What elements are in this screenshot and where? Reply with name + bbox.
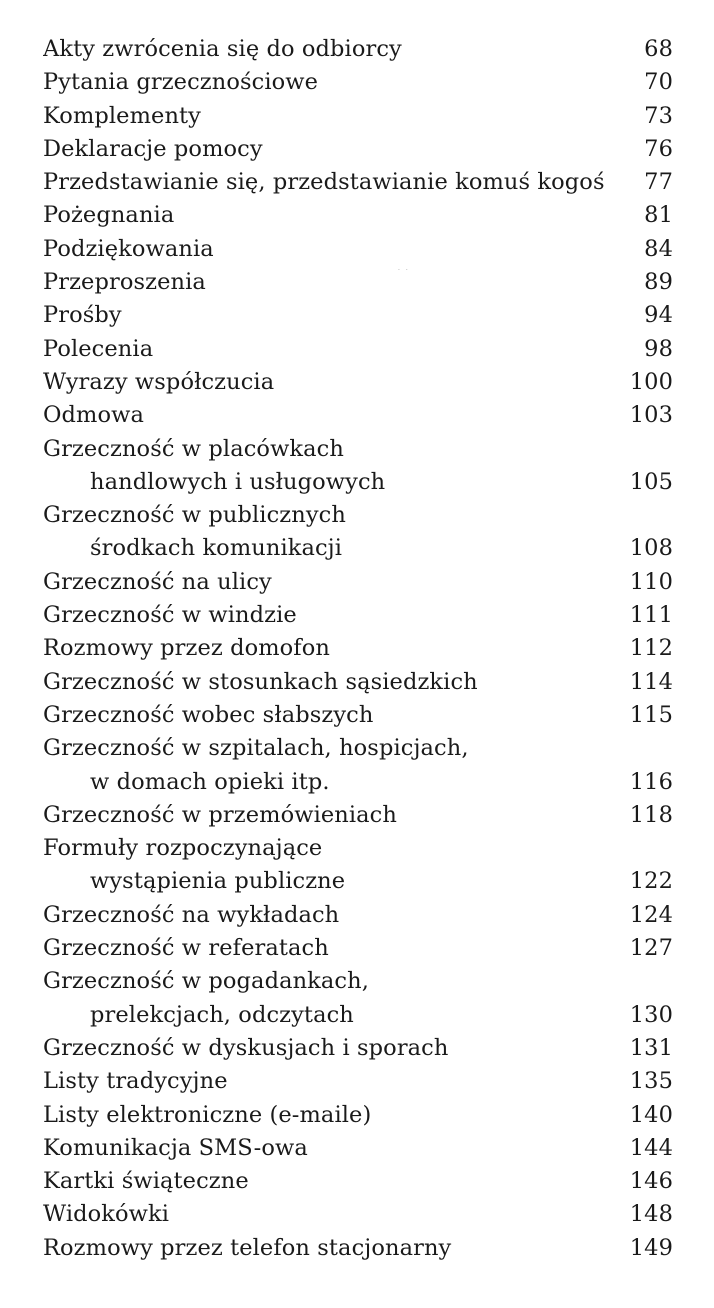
table-of-contents: [43, 33, 673, 1265]
toc-entry-page-number: 148: [629, 1201, 673, 1228]
toc-entry-title: Grzeczność w windzie: [43, 602, 297, 629]
toc-entry-page-number: 131: [629, 1034, 673, 1061]
toc-entry-page-number: 146: [629, 1168, 673, 1195]
toc-entry-page-number: 98: [644, 335, 673, 362]
toc-entry-line: [43, 399, 673, 432]
toc-entry-line: [43, 566, 673, 599]
toc-entry-line: [43, 100, 673, 133]
toc-entry-page-number: 84: [644, 235, 673, 262]
toc-entry-page-number: 111: [629, 602, 673, 629]
toc-entry-title: Deklaracje pomocy: [43, 135, 263, 162]
toc-entry-line-continued: [43, 532, 673, 565]
toc-entry-title: Podziękowania: [43, 235, 214, 262]
toc-entry-title: Grzeczność w publicznych: [43, 502, 346, 529]
toc-entry-title: Polecenia: [43, 335, 154, 362]
toc-entry-title: Rozmowy przez telefon stacjonarny: [43, 1234, 452, 1261]
toc-entry-line: [43, 33, 673, 66]
toc-entry-line: [43, 1132, 673, 1165]
toc-entry-title: Rozmowy przez domofon: [43, 635, 330, 662]
toc-entry: [43, 299, 673, 332]
toc-entry-line: [43, 599, 673, 632]
toc-entry-page-number: 70: [644, 69, 673, 96]
toc-entry-title: Pożegnania: [43, 202, 175, 229]
toc-entry-line: [43, 366, 673, 399]
toc-entry-title: w domach opieki itp.: [90, 768, 330, 795]
toc-entry-page-number: 122: [629, 868, 673, 895]
toc-entry: [43, 66, 673, 99]
toc-entry-page-number: 103: [629, 402, 673, 429]
toc-entry-title: Pytania grzecznościowe: [43, 69, 319, 96]
toc-entry-page-number: 112: [629, 635, 673, 662]
toc-entry-line: [43, 266, 673, 299]
toc-entry-title: Odmowa: [43, 402, 145, 429]
toc-entry-line: [43, 799, 673, 832]
toc-entry-page-number: 115: [629, 701, 673, 728]
toc-entry-title: Grzeczność wobec słabszych: [43, 701, 374, 728]
toc-entry: [43, 965, 673, 1032]
toc-entry-page-number: 144: [629, 1134, 673, 1161]
toc-entry-title: wystąpienia publiczne: [90, 868, 346, 895]
toc-entry: [43, 433, 673, 500]
toc-entry-line: [43, 1232, 673, 1265]
toc-entry-page-number: 116: [629, 768, 673, 795]
toc-entry-title: Grzeczność w dyskusjach i sporach: [43, 1034, 449, 1061]
toc-entry-title: Wyrazy współczucia: [43, 368, 275, 395]
toc-entry-line: [43, 499, 673, 532]
toc-entry-line: [43, 666, 673, 699]
toc-entry: [43, 732, 673, 799]
toc-entry-line: [43, 1198, 673, 1231]
toc-entry-title: Listy tradycyjne: [43, 1068, 228, 1095]
toc-entry-title: Akty zwrócenia się do odbiorcy: [43, 36, 402, 62]
toc-entry-line: [43, 1099, 673, 1132]
toc-entry-title: Prośby: [43, 302, 122, 329]
toc-entry-line: [43, 932, 673, 965]
toc-entry-title: Przeproszenia: [43, 269, 206, 296]
toc-entry-page-number: 105: [629, 468, 673, 495]
toc-entry: [43, 266, 673, 299]
toc-entry-line: [43, 133, 673, 166]
toc-entry-title: Listy elektroniczne (e-maile): [43, 1101, 372, 1128]
toc-entry-line: [43, 632, 673, 665]
toc-entry: [43, 699, 673, 732]
toc-entry: [43, 100, 673, 133]
toc-entry-title: Formuły rozpoczynające: [43, 835, 323, 862]
toc-entry-line-continued: [43, 766, 673, 799]
scan-speck: · ·: [398, 267, 410, 274]
toc-entry-page-number: 149: [629, 1234, 673, 1261]
toc-entry: [43, 1232, 673, 1265]
toc-entry-page-number: 94: [644, 302, 673, 329]
toc-entry-page-number: 118: [629, 801, 673, 828]
toc-entry-page-number: 89: [644, 269, 673, 296]
toc-entry-line-continued: [43, 865, 673, 898]
toc-entry: [43, 199, 673, 232]
toc-entry-line: [43, 166, 673, 199]
toc-entry-title: Grzeczność w placówkach: [43, 435, 344, 462]
toc-entry: [43, 566, 673, 599]
toc-entry-page-number: 114: [629, 668, 673, 695]
toc-entry: [43, 399, 673, 432]
toc-entry-line: [43, 66, 673, 99]
toc-entry-title: Grzeczność na wykładach: [43, 901, 340, 928]
toc-entry-page-number: 140: [629, 1101, 673, 1128]
toc-entry-line: [43, 1165, 673, 1198]
toc-entry-line: [43, 333, 673, 366]
toc-entry-line-continued: [43, 999, 673, 1032]
toc-entry-title: Kartki świąteczne: [43, 1168, 249, 1195]
toc-entry-line: [43, 832, 673, 865]
toc-entry-line-continued: [43, 466, 673, 499]
toc-entry: [43, 333, 673, 366]
toc-entry: [43, 632, 673, 665]
toc-entry: [43, 233, 673, 266]
toc-entry-line: [43, 433, 673, 466]
toc-entry: [43, 799, 673, 832]
toc-entry: [43, 899, 673, 932]
toc-entry: [43, 1065, 673, 1098]
toc-entry: [43, 1132, 673, 1165]
toc-entry: [43, 133, 673, 166]
toc-entry-page-number: 110: [629, 568, 673, 595]
toc-entry-line: [43, 699, 673, 732]
toc-entry-title: Komplementy: [43, 102, 201, 129]
toc-entry: [43, 599, 673, 632]
toc-entry-page-number: 135: [629, 1068, 673, 1095]
toc-entry: [43, 1099, 673, 1132]
toc-entry-line: [43, 965, 673, 998]
toc-entry-page-number: 76: [644, 135, 673, 162]
toc-entry-title: prelekcjach, odczytach: [90, 1001, 354, 1028]
toc-entry: [43, 832, 673, 899]
toc-entry-title: Grzeczność na ulicy: [43, 568, 272, 595]
toc-entry: [43, 932, 673, 965]
toc-entry-page-number: 108: [629, 535, 673, 562]
toc-entry-page-number: 127: [629, 935, 673, 962]
toc-entry-title: Grzeczność w stosunkach sąsiedzkich: [43, 668, 478, 695]
toc-entry-title: Komunikacja SMS-owa: [43, 1134, 308, 1161]
toc-entry: [43, 666, 673, 699]
toc-entry-title: Widokówki: [43, 1201, 170, 1228]
toc-entry-page-number: 100: [629, 368, 673, 395]
toc-entry-page-number: 68: [644, 36, 673, 62]
toc-entry-page-number: 81: [644, 202, 673, 229]
toc-entry: [43, 1198, 673, 1231]
toc-entry-line: [43, 1032, 673, 1065]
toc-entry: [43, 33, 673, 66]
toc-entry-page-number: 130: [629, 1001, 673, 1028]
toc-entry-line: [43, 732, 673, 765]
toc-entry-title: Grzeczność w przemówieniach: [43, 801, 397, 828]
toc-entry-title: handlowych i usługowych: [90, 468, 386, 495]
toc-entry: [43, 366, 673, 399]
toc-entry-line: [43, 233, 673, 266]
toc-entry-title: Przedstawianie się, przedstawianie komuś kogoś: [43, 169, 605, 196]
toc-entry-page-number: 77: [644, 169, 673, 196]
toc-entry: [43, 499, 673, 566]
toc-entry-line: [43, 899, 673, 932]
toc-entry-line: [43, 199, 673, 232]
toc-entry-line: [43, 1065, 673, 1098]
toc-entry: [43, 1165, 673, 1198]
toc-entry: [43, 1032, 673, 1065]
toc-entry-title: środkach komunikacji: [90, 535, 343, 562]
toc-entry: [43, 166, 673, 199]
toc-entry-title: Grzeczność w szpitalach, hospicjach,: [43, 735, 469, 762]
toc-entry-line: [43, 299, 673, 332]
toc-entry-page-number: 73: [644, 102, 673, 129]
toc-entry-title: Grzeczność w pogadankach,: [43, 968, 369, 995]
toc-entry-title: Grzeczność w referatach: [43, 935, 329, 962]
toc-entry-page-number: 124: [629, 901, 673, 928]
